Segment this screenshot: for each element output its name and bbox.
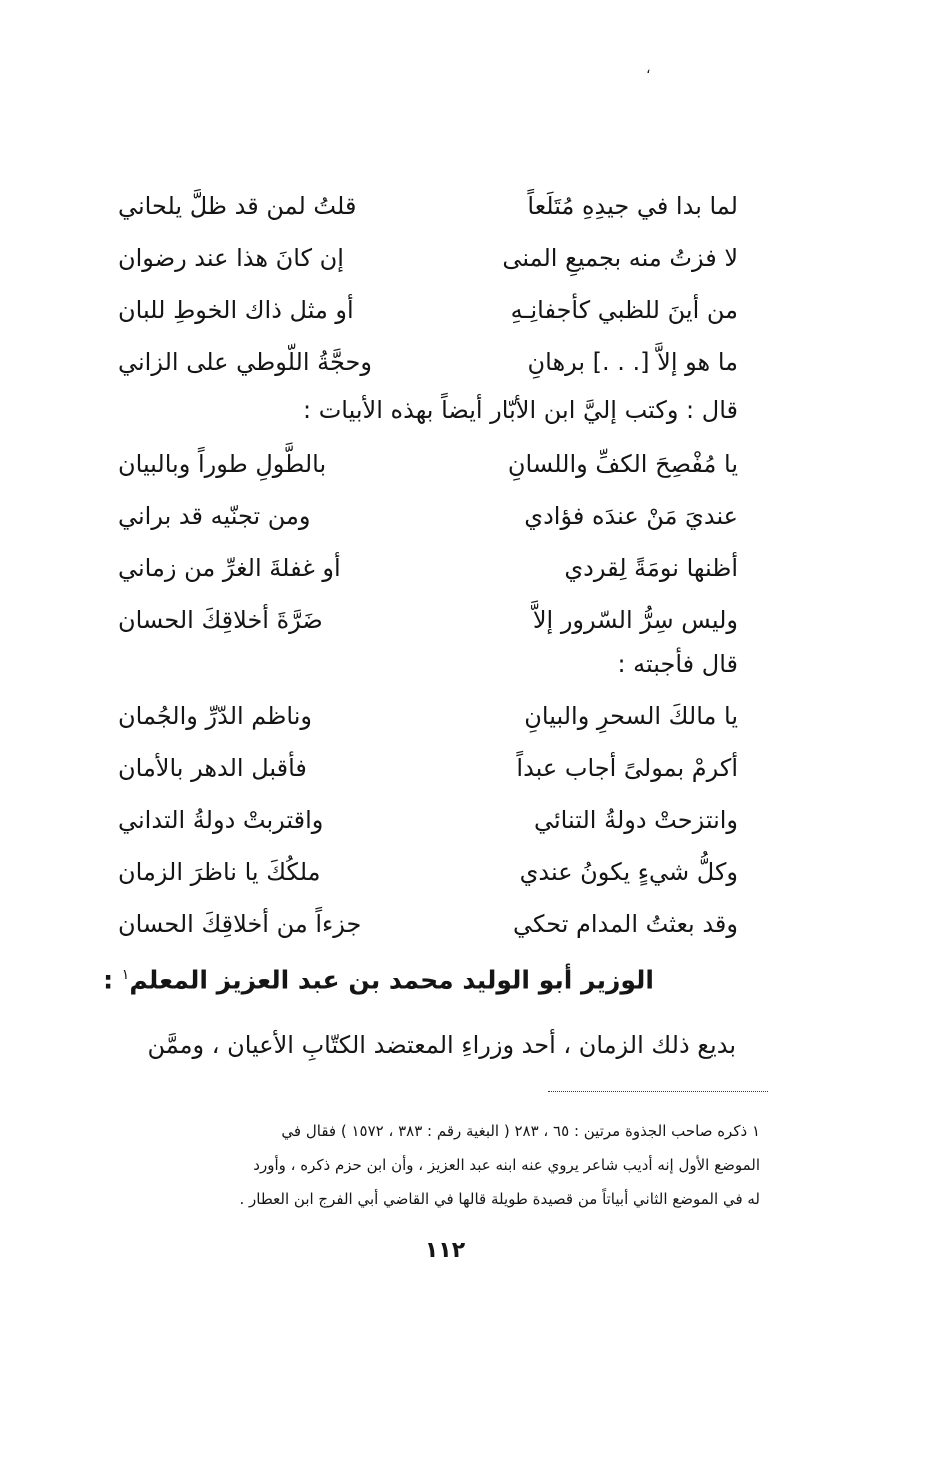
- hemistich-first: ما هو إلاَّ [. . .] برهانِ: [527, 348, 738, 376]
- hemistich-second: إن كانَ هذا عند رضوان: [118, 244, 344, 272]
- heading-colon: :: [103, 965, 114, 995]
- hemistich-second: ضَرَّةَ أخلاقِكَ الحسان: [118, 606, 323, 634]
- hemistich-first: وانتزحتْ دولةُ التنائي: [534, 806, 738, 834]
- footnote-separator: [548, 1091, 768, 1092]
- verse: [118, 438, 738, 490]
- hemistich-first: لما بدا في جيدِهِ مُتَلَعاً: [527, 192, 738, 220]
- hemistich-second: فأقبل الدهر بالأمان: [118, 754, 307, 782]
- intro-line: قال : وكتب إليَّ ابن الأبّار أيضاً بهذه الأبيات :: [303, 396, 738, 424]
- verse: [118, 794, 738, 846]
- body-paragraph: بديع ذلك الزمان ، أحد وزراءِ المعتضد الكتّابِ الأعيان ، وممَّن: [147, 1031, 736, 1059]
- hemistich-first: وقد بعثتُ المدام تحكي: [512, 910, 738, 938]
- hemistich-second: جزءاً من أخلاقِكَ الحسان: [118, 910, 362, 938]
- hemistich-first: يا مالكَ السحرِ والبيانِ: [524, 702, 738, 730]
- verse: [118, 542, 738, 594]
- hemistich-first: لا فزتُ منه بجميعِ المنى: [502, 244, 738, 272]
- verse: [118, 336, 738, 388]
- hemistich-second: بالطَّولِ طوراً وبالبيان: [118, 450, 327, 478]
- verse: [118, 232, 738, 284]
- verse: [118, 742, 738, 794]
- hemistich-second: قلتُ لمن قد ظلَّ يلحاني: [118, 192, 357, 220]
- poem-2: [118, 438, 738, 646]
- hemistich-first: أكرمْ بمولىً أجاب عبداً: [516, 754, 738, 782]
- verse: [118, 846, 738, 898]
- hemistich-first: وكلُّ شيءٍ يكونُ عندي: [519, 858, 738, 886]
- verse: [118, 490, 738, 542]
- hemistich-first: عنديَ مَنْ عندَه فؤادي: [524, 502, 738, 530]
- poem-3: [118, 690, 738, 950]
- section-heading-text: الوزير أبو الوليد محمد بن عبد العزيز المعلم: [129, 965, 654, 995]
- hemistich-first: يا مُفْصِحَ الكفِّ واللسانِ: [507, 450, 738, 478]
- intro-line: قال فأجبته :: [617, 650, 738, 678]
- hemistich-second: ومن تجنّيه قد براني: [118, 502, 311, 530]
- hemistich-second: وحجَّةُ اللّوطي على الزاني: [118, 348, 372, 376]
- hemistich-second: ملكُكَ يا ناظرَ الزمان: [118, 858, 321, 886]
- section-heading: [103, 958, 654, 997]
- verse: [118, 898, 738, 950]
- verse: [118, 180, 738, 232]
- footnote-line: الموضع الأول إنه أديب شاعر يروي عنه ابنه عبد العزيز ، وأن ابن حزم ذكره ، وأورد: [253, 1156, 760, 1174]
- page-number: ١١٢: [424, 1238, 466, 1263]
- hemistich-second: واقتربتْ دولةُ التداني: [118, 806, 324, 834]
- hemistich-second: أو غفلةَ الغرِّ من زماني: [118, 554, 341, 582]
- hemistich-second: أو مثل ذاك الخوطِ للبان: [118, 296, 354, 324]
- hemistich-first: أظنها نومَةً لِقردي: [564, 554, 738, 582]
- hemistich-first: من أينَ للظبي كأجفانِـهِ: [510, 296, 738, 324]
- poem-1: [118, 180, 738, 388]
- verse: [118, 284, 738, 336]
- footnote-line: له في الموضع الثاني أبياتاً من قصيدة طويلة قالها في القاضي أبي الفرج ابن العطار .: [239, 1190, 760, 1208]
- top-mark: ،: [646, 61, 651, 77]
- verse: [118, 594, 738, 646]
- hemistich-second: وناظم الدّرِّ والجُمان: [118, 702, 312, 730]
- footnote-line: ١ ذكره صاحب الجذوة مرتين : ٦٥ ، ٢٨٣ ( البغية رقم : ٣٨٣ ، ١٥٧٢ ) فقال في: [281, 1122, 760, 1140]
- footnote-reference: ١: [121, 967, 130, 983]
- hemistich-first: وليس سِرُّ السّرور إلاَّ: [532, 606, 738, 634]
- verse: [118, 690, 738, 742]
